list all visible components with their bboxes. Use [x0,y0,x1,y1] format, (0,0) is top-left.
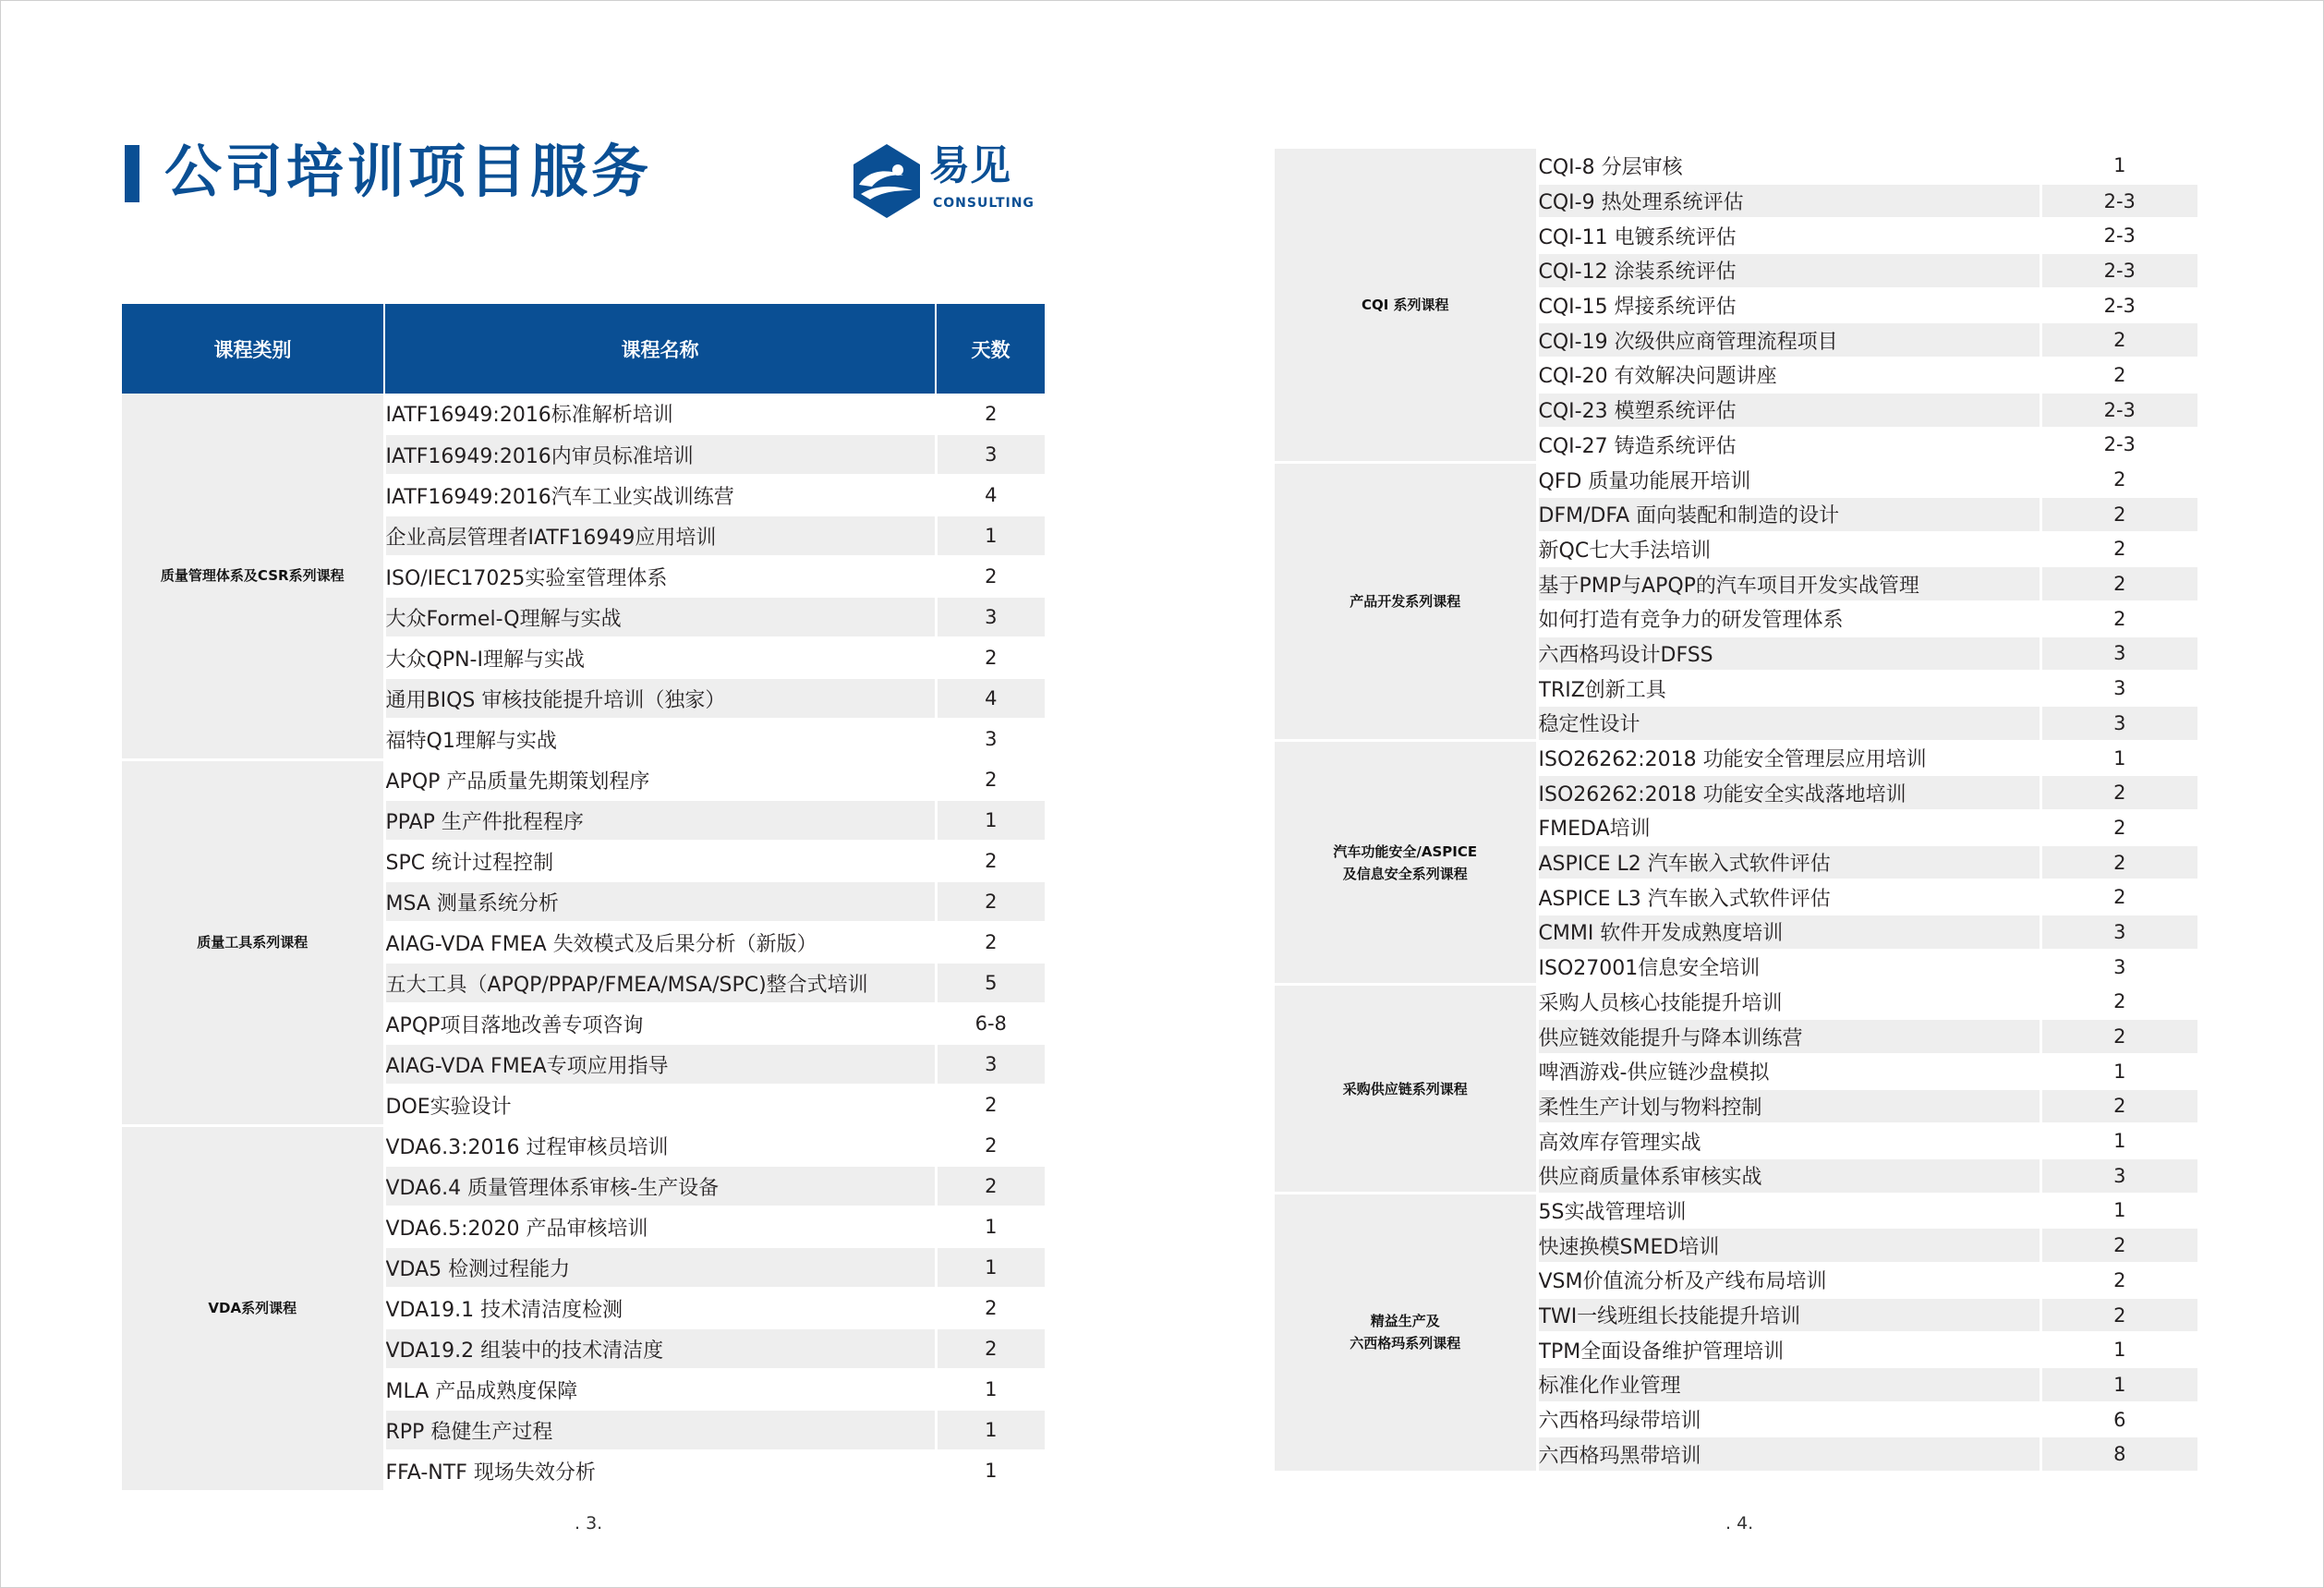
course-name: ISO/IEC17025实验室管理体系 [384,556,936,597]
course-name: APQP 产品质量先期策划程序 [384,759,936,800]
course-days: 2 [2040,566,2197,601]
course-days: 1 [936,1369,1045,1410]
course-days: 3 [2040,706,2197,741]
table-row [1275,462,2197,497]
course-name: 福特Q1理解与实战 [384,719,936,759]
course-name: VSM价值流分析及产线布局培训 [1537,1263,2040,1298]
course-days: 2 [936,759,1045,800]
course-days: 2 [936,1125,1045,1166]
course-days: 3 [2040,1158,2197,1194]
course-name: APQP项目落地改善专项咨询 [384,1003,936,1044]
course-days: 2-3 [2040,253,2197,288]
course-days: 3 [2040,636,2197,672]
course-name: 新QC七大手法培训 [1537,532,2040,567]
course-name: AIAG-VDA FMEA专项应用指导 [384,1044,936,1085]
company-logo [848,140,1033,224]
course-name: TRIZ创新工具 [1537,671,2040,706]
course-category: 采购供应链系列课程 [1275,985,1537,1194]
course-days: 2 [2040,532,2197,567]
course-category: 质量管理体系及CSR系列课程 [122,394,384,759]
course-category: CQI 系列课程 [1275,149,1537,462]
course-name: ASPICE L3 汽车嵌入式软件评估 [1537,879,2040,915]
course-name: RPP 稳健生产过程 [384,1410,936,1450]
course-days: 2 [936,881,1045,922]
course-name: 稳定性设计 [1537,706,2040,741]
table-row [122,394,1045,434]
course-days: 2 [936,556,1045,597]
course-name: 啤酒游戏-供应链沙盘模拟 [1537,1054,2040,1089]
course-days: 2 [2040,497,2197,532]
course-name: CQI-15 焊接系统评估 [1537,288,2040,323]
course-name: 五大工具（APQP/PPAP/FMEA/MSA/SPC)整合式培训 [384,963,936,1003]
course-name: CQI-11 电镀系统评估 [1537,218,2040,253]
course-name: 5S实战管理培训 [1537,1194,2040,1229]
course-name: DFM/DFA 面向装配和制造的设计 [1537,497,2040,532]
course-name: VDA19.1 技术清洁度检测 [384,1288,936,1328]
course-days: 1 [2040,1367,2197,1402]
course-name: CMMI 软件开发成熟度培训 [1537,915,2040,950]
course-days: 2 [2040,845,2197,880]
table-row [1275,741,2197,776]
course-days: 2 [936,1288,1045,1328]
course-days: 1 [2040,1054,2197,1089]
course-days: 3 [936,434,1045,475]
table-row [122,759,1045,800]
logo-name: 易见 [929,142,1011,189]
course-name: 企业高层管理者IATF16949应用培训 [384,515,936,556]
course-days: 4 [936,475,1045,515]
course-days: 3 [936,597,1045,637]
course-name: CQI-20 有效解决问题讲座 [1537,358,2040,393]
course-name: VDA5 检测过程能力 [384,1247,936,1288]
course-days: 1 [936,1247,1045,1288]
course-days: 2-3 [2040,428,2197,463]
course-days: 6 [2040,1402,2197,1437]
course-days: 2 [2040,1089,2197,1124]
course-days: 2-3 [2040,393,2197,428]
course-days: 3 [2040,950,2197,985]
course-name: CQI-23 模塑系统评估 [1537,393,2040,428]
page-number-right: . 4. [1725,1513,1754,1533]
course-days: 2 [2040,601,2197,636]
course-name: VDA6.4 质量管理体系审核-生产设备 [384,1166,936,1206]
course-category: VDA系列课程 [122,1125,384,1491]
course-name: 供应商质量体系审核实战 [1537,1158,2040,1194]
course-days: 2-3 [2040,184,2197,219]
course-name: CQI-19 次级供应商管理流程项目 [1537,322,2040,358]
course-days: 2 [936,1085,1045,1125]
course-name: PPAP 生产件批程程序 [384,800,936,841]
right-course-table [1275,149,2197,1473]
course-days: 2-3 [2040,288,2197,323]
logo-subtitle: CONSULTING [933,196,1035,211]
course-name: IATF16949:2016内审员标准培训 [384,434,936,475]
course-days: 2 [2040,358,2197,393]
course-name: 六西格玛黑带培训 [1537,1436,2040,1472]
course-days: 4 [936,678,1045,719]
course-name: QFD 质量功能展开培训 [1537,462,2040,497]
course-days: 1 [936,800,1045,841]
course-category: 产品开发系列课程 [1275,462,1537,741]
course-name: VDA6.3:2016 过程审核员培训 [384,1125,936,1166]
course-days: 1 [936,1410,1045,1450]
course-name: 如何打造有竞争力的研发管理体系 [1537,601,2040,636]
course-days: 2 [2040,462,2197,497]
course-name: TWI一线班组长技能提升培训 [1537,1298,2040,1333]
course-days: 5 [936,963,1045,1003]
course-name: 六西格玛设计DFSS [1537,636,2040,672]
course-name: 六西格玛绿带培训 [1537,1402,2040,1437]
course-name: FMEDA培训 [1537,810,2040,845]
course-days: 3 [2040,915,2197,950]
header-course-name: 课程名称 [384,304,936,394]
course-name: MLA 产品成熟度保障 [384,1369,936,1410]
course-name: 柔性生产计划与物料控制 [1537,1089,2040,1124]
course-name: 通用BIQS 审核技能提升培训（独家） [384,678,936,719]
left-course-table [122,304,1045,1493]
course-name: CQI-12 涂装系统评估 [1537,253,2040,288]
table-header-row [122,304,1045,394]
course-days: 2 [2040,1263,2197,1298]
course-days: 1 [2040,741,2197,776]
course-name: 快速换模SMED培训 [1537,1228,2040,1263]
page-number-left: . 3. [575,1513,603,1533]
course-days: 2 [2040,879,2197,915]
course-name: ISO27001信息安全培训 [1537,950,2040,985]
course-days: 1 [2040,149,2197,184]
course-days: 2 [2040,1228,2197,1263]
course-name: 高效库存管理实战 [1537,1123,2040,1158]
table-row [1275,985,2197,1020]
course-name: SPC 统计过程控制 [384,841,936,881]
course-name: DOE实验设计 [384,1085,936,1125]
course-days: 2 [2040,775,2197,810]
course-days: 2 [2040,810,2197,845]
course-name: VDA6.5:2020 产品审核培训 [384,1206,936,1247]
course-name: ISO26262:2018 功能安全管理层应用培训 [1537,741,2040,776]
page-title: 公司培训项目服务 [164,138,653,205]
course-name: ASPICE L2 汽车嵌入式软件评估 [1537,845,2040,880]
course-name: 大众QPN-I理解与实战 [384,637,936,678]
course-days: 2 [2040,322,2197,358]
course-days: 2 [936,922,1045,963]
course-days: 1 [936,515,1045,556]
course-days: 2 [936,1328,1045,1369]
header-days: 天数 [936,304,1045,394]
course-days: 2 [2040,1298,2197,1333]
course-days: 2 [936,1166,1045,1206]
logo-emblem-icon [848,142,926,220]
course-days: 3 [936,1044,1045,1085]
course-category: 汽车功能安全/ASPICE 及信息安全系列课程 [1275,741,1537,985]
course-name: MSA 测量系统分析 [384,881,936,922]
course-days: 1 [2040,1123,2197,1158]
course-days: 1 [2040,1194,2197,1229]
course-days: 2 [936,841,1045,881]
course-name: CQI-9 热处理系统评估 [1537,184,2040,219]
course-name: 供应链效能提升与降本训练营 [1537,1019,2040,1054]
course-days: 3 [2040,671,2197,706]
course-days: 6-8 [936,1003,1045,1044]
course-name: TPM全面设备维护管理培训 [1537,1332,2040,1367]
course-name: IATF16949:2016标准解析培训 [384,394,936,434]
course-days: 1 [2040,1332,2197,1367]
course-name: IATF16949:2016汽车工业实战训练营 [384,475,936,515]
course-days: 1 [936,1206,1045,1247]
course-name: VDA19.2 组装中的技术清洁度 [384,1328,936,1369]
title-accent-bar [125,145,139,202]
table-row [122,1125,1045,1166]
course-category: 精益生产及 六西格玛系列课程 [1275,1194,1537,1473]
course-name: CQI-27 铸造系统评估 [1537,428,2040,463]
course-category: 质量工具系列课程 [122,759,384,1125]
course-days: 2 [936,394,1045,434]
course-name: CQI-8 分层审核 [1537,149,2040,184]
course-name: FFA-NTF 现场失效分析 [384,1450,936,1491]
course-name: ISO26262:2018 功能安全实战落地培训 [1537,775,2040,810]
course-name: 采购人员核心技能提升培训 [1537,985,2040,1020]
header-category: 课程类别 [122,304,384,394]
table-row [1275,1194,2197,1229]
table-row [1275,149,2197,184]
course-name: 大众Formel-Q理解与实战 [384,597,936,637]
course-days: 2-3 [2040,218,2197,253]
course-days: 3 [936,719,1045,759]
course-days: 2 [2040,1019,2197,1054]
course-days: 1 [936,1450,1045,1491]
course-days: 2 [936,637,1045,678]
course-days: 2 [2040,985,2197,1020]
course-name: 基于PMP与APQP的汽车项目开发实战管理 [1537,566,2040,601]
course-name: 标准化作业管理 [1537,1367,2040,1402]
course-name: AIAG-VDA FMEA 失效模式及后果分析（新版） [384,922,936,963]
course-days: 8 [2040,1436,2197,1472]
